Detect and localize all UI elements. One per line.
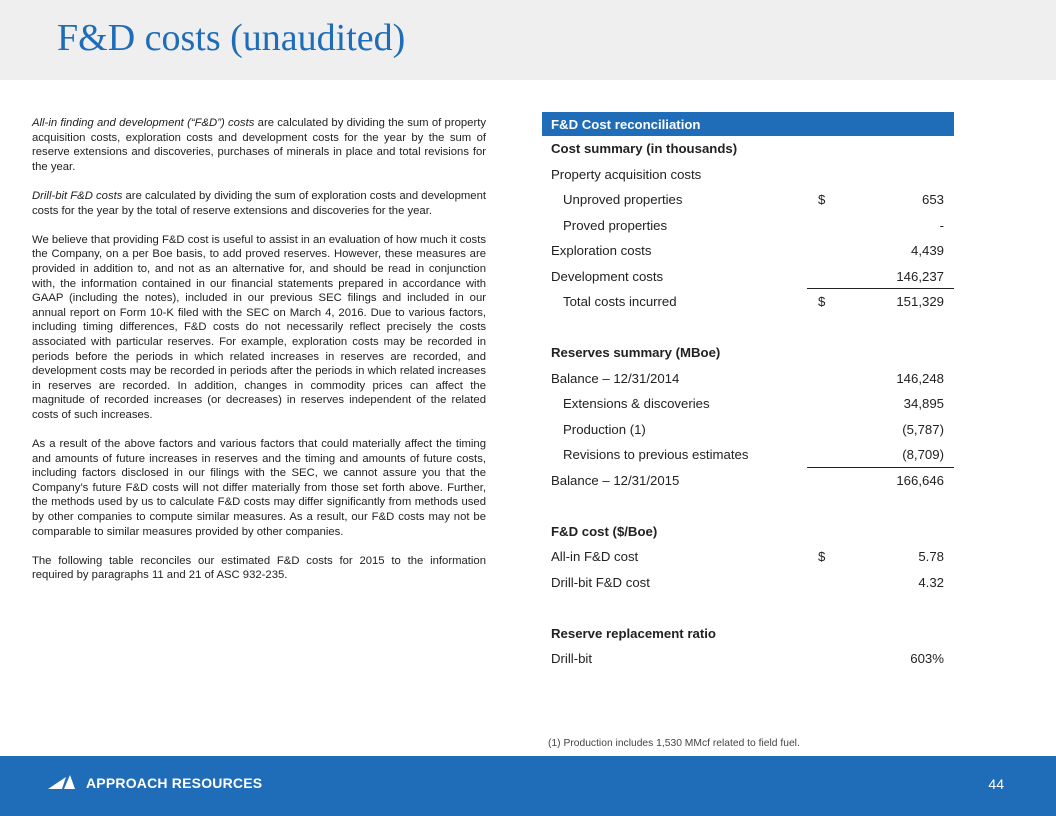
proved-label: Proved properties xyxy=(563,217,668,233)
spacer xyxy=(542,595,954,621)
drillbit-term: Drill-bit F&D costs xyxy=(32,189,123,202)
paragraph-usefulness: We believe that providing F&D cost is useful to assist in an evaluation of how much it costs the Company, on a per Boe basis, to add proved reserves. However, these measures are provided in addition to, and not as an alternative for, and should be read in conjunction with, the information contained in our financial statements prepared in accordance with GAAP (including the notes), included in our previous SEC filings and included in our annual report on Form 10-K filed with the SEC on March 4, 2016. Due to various factors, including timing differences, F&D costs do not necessarily reflect precisely the costs associated with particular reserves. For example, exploration costs may be recorded in periods before the periods in which related increases in reserves are recorded, and development costs may be recorded in periods after the periods in which related increases in reserves are recorded. In addition, changes in commodity prices can affect the magnitude of recorded increases (or decreases) in reserves independent of the related costs of such increases. xyxy=(32,233,486,421)
reserves-summary-heading: Reserves summary (MBoe) xyxy=(551,345,721,360)
paragraph-factors: As a result of the above factors and various factors that could materially affect the timing and amounts of future increases in reserves and the timing and amounts of future costs, including factors disclosed in our filings with the SEC, we cannot assure you that the Company’s future F&D costs will not differ materially from those set forth above. Further, the methods used by us to calculate F&D costs may differ significantly from methods used by other companies to compute similar measures. As a result, our F&D costs may not be comparable to similar measures provided by other companies. xyxy=(32,438,486,538)
table-row xyxy=(542,162,954,188)
footnote: (1) Production includes 1,530 MMcf related to field fuel. xyxy=(548,738,800,749)
table-row xyxy=(542,417,954,443)
body-text xyxy=(32,116,486,598)
development-value: 146,237 xyxy=(896,268,944,284)
balance-2014-value: 146,248 xyxy=(896,370,944,386)
revisions-label: Revisions to previous estimates xyxy=(563,447,749,462)
total-costs-value: 151,329 xyxy=(896,294,944,309)
fd-cost-heading: F&D cost ($/Boe) xyxy=(551,523,658,539)
dollar-sign: $ xyxy=(818,192,826,207)
exploration-value: 4,439 xyxy=(910,243,944,258)
table-row xyxy=(542,289,954,315)
footer-bar xyxy=(0,756,1056,816)
table-row xyxy=(542,519,954,545)
spacer xyxy=(542,315,954,341)
page-number: 44 xyxy=(988,776,1004,792)
rrr-drillbit-label: Drill-bit xyxy=(551,651,593,666)
table-row xyxy=(542,646,954,672)
exploration-label: Exploration costs xyxy=(551,243,652,258)
table-row xyxy=(542,570,954,596)
unproved-label: Unproved properties xyxy=(563,192,683,207)
balance-2015-label: Balance – 12/31/2015 xyxy=(551,472,680,488)
table-row xyxy=(542,136,954,162)
spacer xyxy=(542,493,954,519)
table-header: F&D Cost reconciliation xyxy=(542,112,954,136)
allin-cost-label: All-in F&D cost xyxy=(551,549,639,564)
cost-summary-heading: Cost summary (in thousands) xyxy=(551,141,738,156)
table-row xyxy=(542,391,954,417)
table-row xyxy=(542,213,954,239)
table-row xyxy=(542,468,954,494)
revisions-value: (8,709) xyxy=(902,447,944,462)
property-acquisition-label: Property acquisition costs xyxy=(551,166,702,182)
proved-value: - xyxy=(939,217,944,233)
production-label: Production (1) xyxy=(563,421,646,437)
paragraph-allin-definition: All-in finding and development (“F&D”) costs are calculated by dividing the sum of property acquisition costs, exploration costs and development costs for the year by the sum of reserve extensions and discoveries, purchases of minerals in place and total revisions for the year. xyxy=(32,117,486,173)
production-value: (5,787) xyxy=(902,421,944,437)
table-row xyxy=(542,621,954,647)
brand-name: APPROACH RESOURCES xyxy=(86,775,263,791)
rrr-drillbit-value: 603% xyxy=(910,651,944,666)
allin-term: All-in finding and development (“F&D”) costs xyxy=(32,117,255,129)
table-row xyxy=(542,366,954,392)
table-row xyxy=(542,340,954,366)
extensions-label: Extensions & discoveries xyxy=(563,396,710,411)
unproved-value: 653 xyxy=(921,192,944,207)
fd-cost-reconciliation-table xyxy=(542,112,954,672)
table-row xyxy=(542,264,954,290)
dollar-sign: $ xyxy=(818,294,826,309)
dollar-sign: $ xyxy=(818,549,826,564)
extensions-value: 34,895 xyxy=(903,396,944,411)
paragraph-drillbit-definition: Drill-bit F&D costs are calculated by dividing the sum of exploration costs and development costs for the year by the total of reserve extensions and discoveries for the year. xyxy=(32,189,486,217)
page-title: F&D costs (unaudited) xyxy=(57,17,406,59)
table-row xyxy=(542,187,954,213)
rrr-heading: Reserve replacement ratio xyxy=(551,625,716,641)
approach-logo-icon xyxy=(48,775,78,789)
balance-2014-label: Balance – 12/31/2014 xyxy=(551,370,680,386)
drillbit-cost-label: Drill-bit F&D cost xyxy=(551,574,650,590)
table-row xyxy=(542,544,954,570)
drillbit-cost-value: 4.32 xyxy=(918,574,944,590)
balance-2015-value: 166,646 xyxy=(896,472,944,488)
paragraph-reconciliation-intro: The following table reconciles our estimated F&D costs for 2015 to the information required by paragraphs 11 and 21 of ASC 932-235. xyxy=(32,554,486,582)
allin-cost-value: 5.78 xyxy=(918,549,944,564)
table-row xyxy=(542,238,954,264)
development-label: Development costs xyxy=(551,268,664,284)
table-row xyxy=(542,442,954,468)
total-costs-label: Total costs incurred xyxy=(563,294,677,309)
